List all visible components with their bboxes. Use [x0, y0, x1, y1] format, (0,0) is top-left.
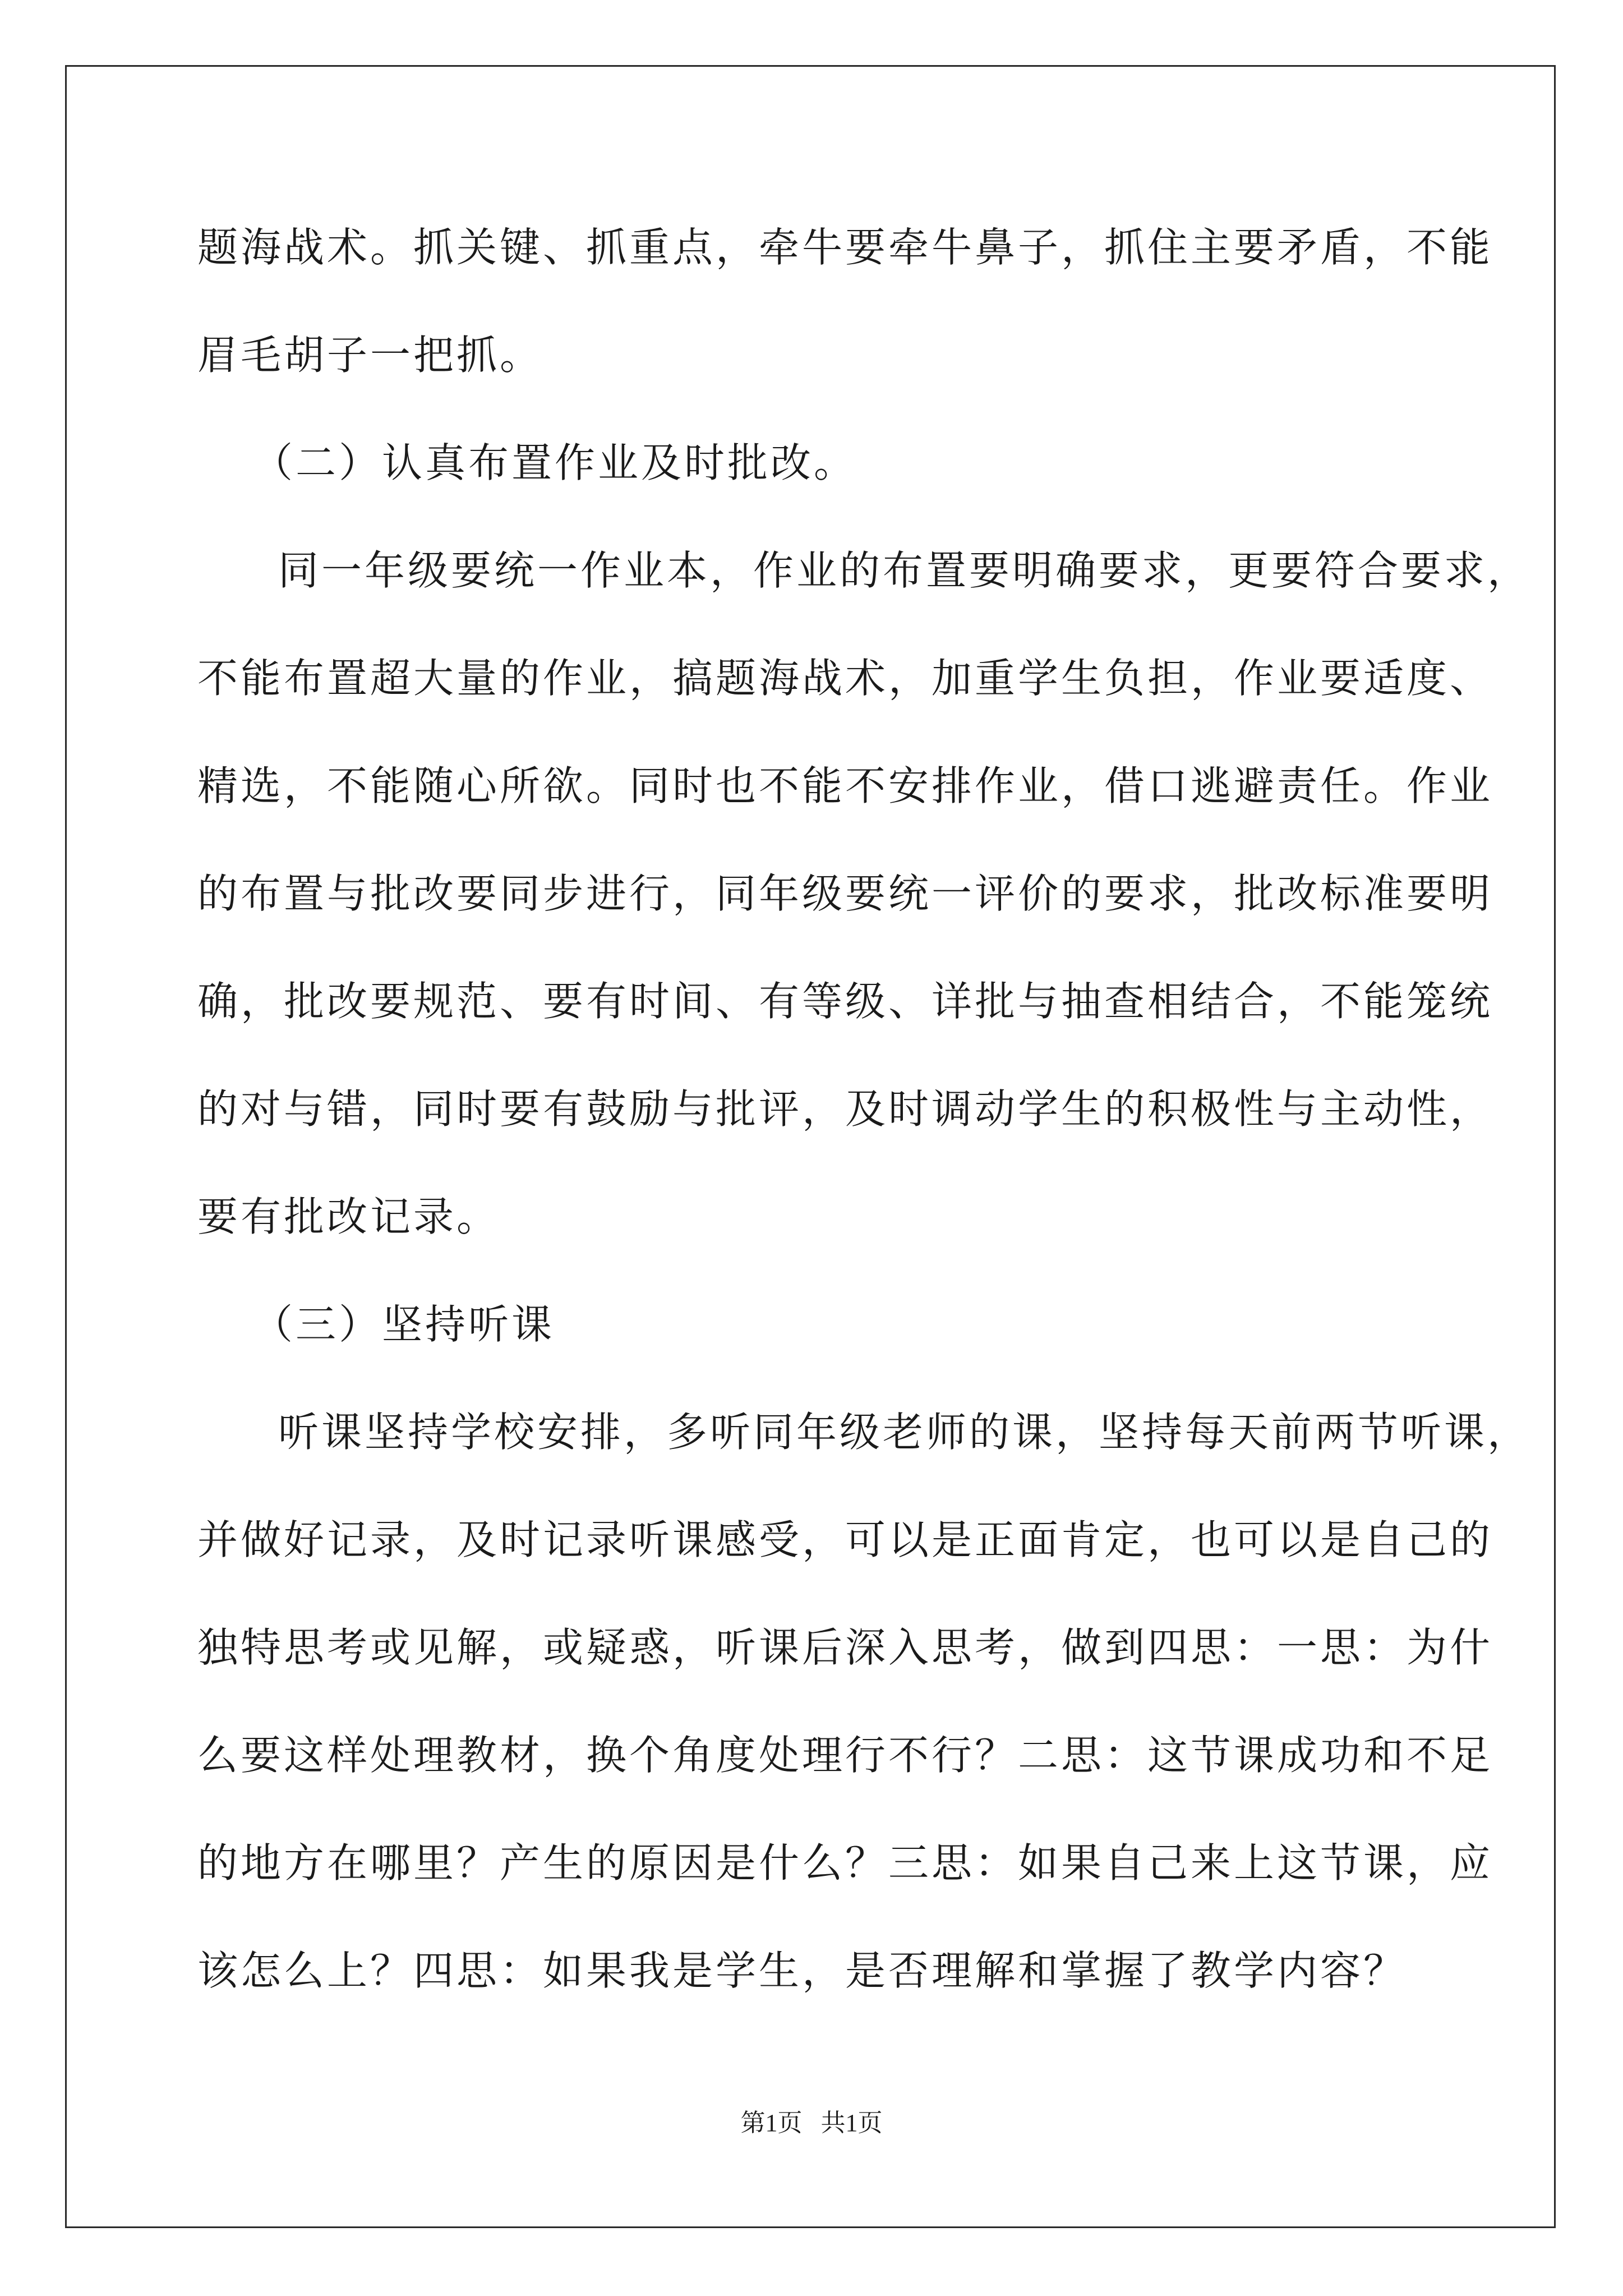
- section-heading: （三）坚持听课: [252, 1301, 555, 1348]
- text-line: 么要这样处理教材，换个角度处理行不行？二思：这节课成功和不足: [197, 1732, 1493, 1779]
- paragraph-first-line: 听课坚持学校安排，多听同年级老师的课，坚持每天前两节听课，: [278, 1409, 1531, 1456]
- text-line: 的地方在哪里？产生的原因是什么？三思：如果自己来上这节课，应: [197, 1839, 1493, 1887]
- text-line: 眉毛胡子一把抓。: [197, 332, 543, 379]
- text-line: 不能布置超大量的作业，搞题海战术，加重学生负担，作业要适度、: [197, 655, 1493, 702]
- text-line: 题海战术。抓关键、抓重点，牵牛要牵牛鼻子，抓住主要矛盾，不能: [197, 224, 1493, 271]
- text-line: 并做好记录，及时记录听课感受，可以是正面肯定，也可以是自己的: [197, 1516, 1493, 1563]
- text-line: 要有批改记录。: [197, 1193, 500, 1240]
- text-line: 的布置与批改要同步进行，同年级要统一评价的要求，批改标准要明: [197, 870, 1493, 917]
- text-line: 精选，不能随心所欲。同时也不能不安排作业，借口逃避责任。作业: [197, 762, 1493, 809]
- text-line: 的对与错，同时要有鼓励与批评，及时调动学生的积极性与主动性，: [197, 1085, 1493, 1133]
- page-footer: 第1页 共1页: [740, 2109, 883, 2137]
- text-line: 独特思考或见解，或疑惑，听课后深入思考，做到四思：一思：为什: [197, 1624, 1493, 1671]
- section-heading: （二）认真布置作业及时批改。: [252, 439, 857, 486]
- text-line: 确，批改要规范、要有时间、有等级、详批与抽查相结合，不能笼统: [197, 978, 1493, 1025]
- text-line: 该怎么上？四思：如果我是学生，是否理解和掌握了教学内容？: [197, 1947, 1407, 1994]
- page-border: [65, 65, 1556, 2228]
- paragraph-first-line: 同一年级要统一作业本，作业的布置要明确要求，更要符合要求，: [278, 547, 1531, 594]
